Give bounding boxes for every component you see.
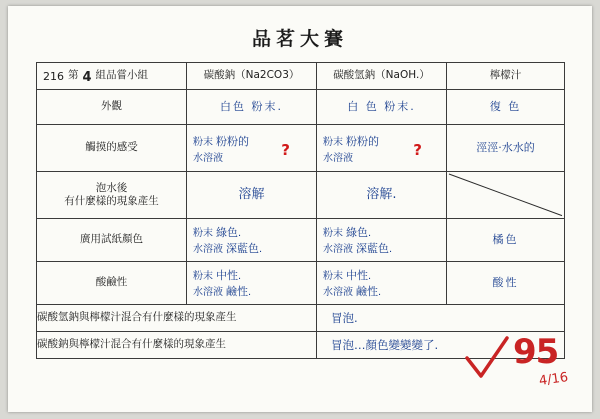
cell-touch-naoh bbox=[317, 125, 447, 172]
kv-value: 中性. bbox=[216, 270, 242, 282]
question-label-2: 碳酸鈉與檸檬汁混合有什麼樣的現象產生 bbox=[37, 332, 317, 359]
cell-appearance-na2co3: 白色 粉末. bbox=[187, 90, 317, 125]
student-number: 216 bbox=[43, 69, 64, 83]
kv-value: 綠色. bbox=[346, 227, 372, 239]
cell-ph-color-naoh bbox=[317, 219, 447, 262]
cell-water-naoh: 溶解. bbox=[317, 172, 447, 219]
question-mark-annotation: ? bbox=[281, 140, 290, 159]
table-row bbox=[37, 172, 565, 219]
kv-key: 水溶液 bbox=[193, 287, 223, 298]
question-mark-annotation: ? bbox=[413, 140, 422, 159]
table-row bbox=[37, 125, 565, 172]
cell-acidity-na2co3 bbox=[187, 262, 317, 305]
kv-value: 深藍色. bbox=[226, 243, 263, 255]
question-label-1: 碳酸氫鈉與檸檬汁混合有什麼樣的現象產生 bbox=[37, 305, 317, 332]
cell-appearance-lemon: 復 色 bbox=[447, 90, 565, 125]
table-header-row bbox=[37, 63, 565, 90]
kv-key: 粉末 bbox=[323, 228, 343, 239]
kv-value: 粉粉的 bbox=[346, 135, 379, 148]
kv-key: 水溶液 bbox=[193, 152, 223, 164]
kv-key: 粉末 bbox=[193, 228, 213, 239]
column-header-sodium-bicarbonate: 碳酸氫鈉（NaOH.） bbox=[317, 63, 447, 90]
group-suffix: 組品嘗小組 bbox=[95, 69, 149, 82]
cell-touch-lemon: 涇涇·水水的 bbox=[447, 125, 565, 172]
cell-acidity-naoh bbox=[317, 262, 447, 305]
kv-value: 中性. bbox=[346, 270, 372, 282]
kv-value: 粉粉的 bbox=[216, 135, 249, 148]
cell-appearance-naoh: 白 色 粉末. bbox=[317, 90, 447, 125]
cell-ph-color-na2co3 bbox=[187, 219, 317, 262]
diagonal-strike-icon bbox=[447, 172, 564, 218]
kv-key: 水溶液 bbox=[323, 287, 353, 298]
group-number-handwritten: 4 bbox=[82, 69, 92, 85]
row-label-acidity: 酸鹼性 bbox=[37, 262, 187, 305]
cell-touch-na2co3 bbox=[187, 125, 317, 172]
answer-cell-1: 冒泡. bbox=[317, 305, 565, 332]
kv-key: 水溶液 bbox=[323, 244, 353, 255]
kv-value: 鹼性. bbox=[356, 286, 382, 298]
date-annotation: 4/16 bbox=[538, 370, 570, 389]
answer-cell-2: 冒泡…顏色變變變了. bbox=[317, 332, 565, 359]
results-table bbox=[36, 62, 565, 359]
cell-ph-color-lemon: 橘色 bbox=[447, 219, 565, 262]
cell-water-lemon bbox=[447, 172, 565, 219]
table-row bbox=[37, 219, 565, 262]
row-label-ph-paper-color: 廣用試紙顏色 bbox=[37, 219, 187, 262]
kv-key: 粉末 bbox=[323, 136, 343, 148]
row-label-after-water: 泡水後 有什麼樣的現象產生 bbox=[37, 172, 187, 219]
header-student-cell bbox=[37, 63, 187, 90]
table-row bbox=[37, 262, 565, 305]
kv-value: 鹼性. bbox=[226, 286, 252, 298]
worksheet-page bbox=[8, 6, 592, 412]
column-header-lemon-juice: 檸檬汁 bbox=[447, 63, 565, 90]
kv-key: 粉末 bbox=[193, 136, 213, 148]
kv-key: 水溶液 bbox=[323, 152, 353, 164]
score-annotation: 95 bbox=[513, 332, 559, 372]
kv-value: 綠色. bbox=[216, 227, 242, 239]
page-title: 品茗大賽 bbox=[251, 28, 348, 50]
kv-key: 粉末 bbox=[193, 271, 213, 282]
kv-key: 粉末 bbox=[323, 271, 343, 282]
table-row bbox=[37, 305, 565, 332]
cell-water-na2co3: 溶解 bbox=[187, 172, 317, 219]
column-header-sodium-carbonate: 碳酸鈉（Na2CO3） bbox=[187, 63, 317, 90]
cell-acidity-lemon: 酸性 bbox=[447, 262, 565, 305]
kv-key: 水溶液 bbox=[193, 244, 223, 255]
table-row bbox=[37, 90, 565, 125]
group-prefix: 第 bbox=[68, 69, 79, 82]
row-label-touch: 觸摸的感受 bbox=[37, 125, 187, 172]
row-label-appearance: 外觀 bbox=[37, 90, 187, 125]
kv-value: 深藍色. bbox=[356, 243, 393, 255]
check-mark-icon bbox=[463, 336, 511, 384]
